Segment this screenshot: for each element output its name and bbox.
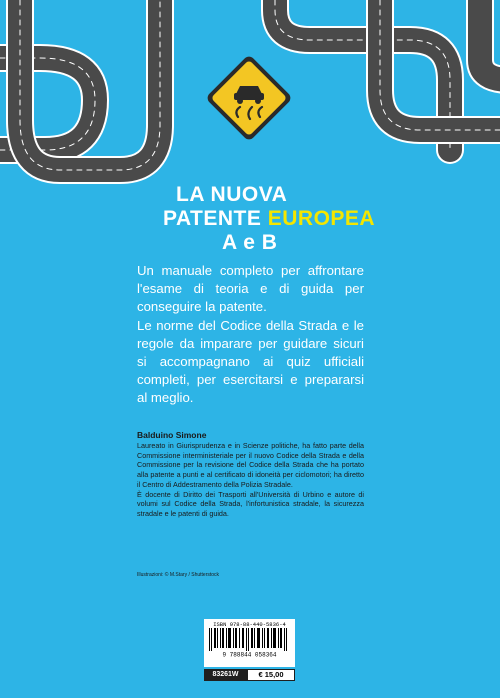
blurb-paragraph-2: Le norme del Codice della Strada e le regole da imparare per guidare sicuri si accompagnano ai quiz ufficiali completi, per esercitarsi e prepararsi al meglio.: [137, 317, 364, 406]
illustration-credits: Illustrazioni: © M.Stary / Shutterstock: [137, 572, 220, 578]
title-line-3: A e B: [222, 231, 278, 254]
title-highlight: EUROPEA: [267, 207, 376, 230]
author-bio-paragraph-2: È docente di Diritto dei Trasporti all'Università di Urbino e autore di volumi sul Codice della Strada, l'infortunistica stradale, la sicurezza stradale e le patenti di guida.: [137, 489, 364, 518]
isbn-label: ISBN 978-88-440-5836-4: [213, 621, 286, 628]
title-line-1: LA NUOVA: [176, 183, 288, 206]
title-line-2-part-a: PATENTE: [163, 207, 268, 230]
barcode-digits: 9 788844 058364: [222, 651, 277, 657]
blurb-paragraph-1: Un manuale completo per affrontare l'esame di teoria e di guida per conseguire la patente.: [137, 263, 364, 315]
barcode: [208, 628, 291, 657]
author-name: Balduino Simone: [137, 430, 207, 440]
barcode-box: [204, 619, 295, 667]
title-line-2: [163, 207, 375, 231]
blurb: [137, 262, 364, 408]
slippery-road-sign-icon: [205, 54, 293, 142]
author-bio-paragraph-1: Laureato in Giurisprudenza e in Scienze politiche, ha fatto parte della Commissione interministeriale per il nuovo Codice della Strada e della Commissione per la revisione del Codice della Strada che ha portato alla patente a punti e al certificato di idoneità per ciclomotori; ha diretto il Centro di Addestramento della Polizia Stradale.: [137, 441, 364, 489]
author-bio: [137, 441, 364, 519]
winding-road-decoration: [0, 0, 500, 200]
product-code: 83261W: [204, 669, 247, 681]
price: € 15,00: [247, 669, 295, 681]
